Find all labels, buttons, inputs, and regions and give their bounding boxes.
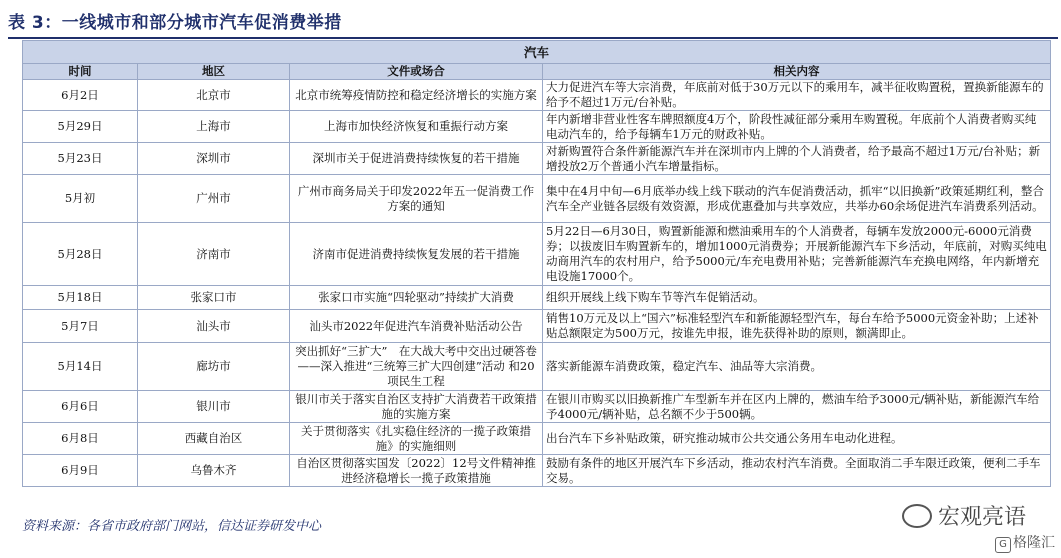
table-row (23, 455, 1051, 487)
table-row (23, 111, 1051, 143)
cell-time: 5月初 (23, 175, 138, 223)
table-row (23, 310, 1051, 343)
header-time: 时间 (23, 64, 138, 80)
cell-time: 5月23日 (23, 143, 138, 175)
cell-region: 张家口市 (138, 286, 290, 310)
table-row (23, 80, 1051, 111)
policy-table (22, 40, 1051, 487)
table-row (23, 423, 1051, 455)
header-region: 地区 (138, 64, 290, 80)
cell-time: 5月29日 (23, 111, 138, 143)
cell-content: 鼓励有条件的地区开展汽车下乡活动，推动农村汽车消费。全面取消二手车限迁政策，便利二手车交易。 (543, 455, 1051, 487)
cell-document: 突出抓好“三扩大” 在大战大考中交出过硬答卷——深入推进“三统筹三扩大四创建”活动 和20项民生工程 (290, 343, 543, 391)
source-watermark (995, 532, 1055, 553)
cell-time: 5月28日 (23, 223, 138, 286)
table-row (23, 286, 1051, 310)
table-row (23, 391, 1051, 423)
cell-content: 组织开展线上线下购车节等汽车促销活动。 (543, 286, 1051, 310)
cell-region: 乌鲁木齐 (138, 455, 290, 487)
cell-time: 6月6日 (23, 391, 138, 423)
cell-content: 出台汽车下乡补贴政策，研究推动城市公共交通公务用车电动化进程。 (543, 423, 1051, 455)
cell-region: 广州市 (138, 175, 290, 223)
cell-region: 上海市 (138, 111, 290, 143)
cell-content: 落实新能源车消费政策，稳定汽车、油品等大宗消费。 (543, 343, 1051, 391)
cell-time: 6月9日 (23, 455, 138, 487)
header-document: 文件或场合 (290, 64, 543, 80)
cell-time: 5月14日 (23, 343, 138, 391)
table-row (23, 343, 1051, 391)
cell-time: 6月8日 (23, 423, 138, 455)
table-row (23, 175, 1051, 223)
cell-content: 年内新增非营业性客车牌照额度4万个，阶段性减征部分乘用车购置税。年底前个人消费者购买纯电动汽车的，给予每辆车1万元的财政补贴。 (543, 111, 1051, 143)
cell-document: 关于贯彻落实《扎实稳住经济的一揽子政策措施》的实施细则 (290, 423, 543, 455)
cell-region: 廊坊市 (138, 343, 290, 391)
watermark-name: 宏观亮语 (938, 505, 1027, 530)
cell-document: 张家口市实施“四轮驱动”持续扩大消费 (290, 286, 543, 310)
cell-content: 5月22日—6月30日，购置新能源和燃油乘用车的个人消费者，每辆车发放2000元-6000元消费券；以拔废旧车购置新车的，增加1000元消费券；开展新能源汽车下乡活动，年底前，对购买纯电动商用汽车的农村用户，给予5000元/车充电费用补贴；完善新能源汽车充换电网络，年内新增充电设施17000个。 (543, 223, 1051, 286)
cell-region: 西藏自治区 (138, 423, 290, 455)
cell-region: 深圳市 (138, 143, 290, 175)
cell-content: 大力促进汽车等大宗消费，年底前对低于30万元以下的乘用车，减半征收购置税，置换新能源车的给予不超过1万元/台补贴。 (543, 80, 1051, 111)
cell-time: 6月2日 (23, 80, 138, 111)
source-watermark-text: 格隆汇 (1013, 535, 1055, 551)
cell-document: 广州市商务局关于印发2022年五一促消费工作方案的通知 (290, 175, 543, 223)
cell-region: 汕头市 (138, 310, 290, 343)
cell-content: 在银川市购买以旧换新推广车型新车并在区内上牌的，燃油车给予3000元/辆补贴，新能源汽车给予4000元/辆补贴，总名额不少于500辆。 (543, 391, 1051, 423)
table-title: 表 3：一线城市和部分城市汽车促消费举措 (8, 13, 342, 33)
cell-document: 汕头市2022年促进汽车消费补贴活动公告 (290, 310, 543, 343)
header-content: 相关内容 (543, 64, 1051, 80)
table-row (23, 223, 1051, 286)
title-rule (8, 37, 1058, 39)
cell-document: 自治区贯彻落实国发〔2022〕12号文件精神推进经济稳增长一揽子政策措施 (290, 455, 543, 487)
cell-region: 银川市 (138, 391, 290, 423)
group-header: 汽车 (23, 41, 1051, 64)
wechat-icon (902, 504, 932, 528)
cell-region: 北京市 (138, 80, 290, 111)
cell-time: 5月18日 (23, 286, 138, 310)
watermark (902, 500, 1026, 531)
cell-document: 银川市关于落实自治区支持扩大消费若干政策措施的实施方案 (290, 391, 543, 423)
cell-content: 对新购置符合条件新能源汽车并在深圳市内上牌的个人消费者，给予最高不超过1万元/台补贴；新增投放2万个普通小汽车增量指标。 (543, 143, 1051, 175)
cell-region: 济南市 (138, 223, 290, 286)
cell-time: 5月7日 (23, 310, 138, 343)
cell-document: 上海市加快经济恢复和重振行动方案 (290, 111, 543, 143)
cell-content: 销售10万元及以上“国六”标准轻型汽车和新能源轻型汽车，每台车给予5000元资金补助；上述补贴总额限定为500万元，按谁先申报，谁先获得补助的原则，额满即止。 (543, 310, 1051, 343)
cell-document: 深圳市关于促进消费持续恢复的若干措施 (290, 143, 543, 175)
table-row (23, 143, 1051, 175)
cell-document: 北京市统筹疫情防控和稳定经济增长的实施方案 (290, 80, 543, 111)
source-note: 资料来源：各省市政府部门网站，信达证券研发中心 (22, 519, 322, 534)
cell-content: 集中在4月中旬—6月底举办线上线下联动的汽车促消费活动，抓牢“以旧换新”政策延期红利，整合汽车全产业链各层级有效资源，形成优惠叠加与共享效应，共举办60余场促进汽车消费系列活动。 (543, 175, 1051, 223)
cell-document: 济南市促进消费持续恢复发展的若干措施 (290, 223, 543, 286)
gelonghui-logo-icon: G (995, 537, 1011, 553)
